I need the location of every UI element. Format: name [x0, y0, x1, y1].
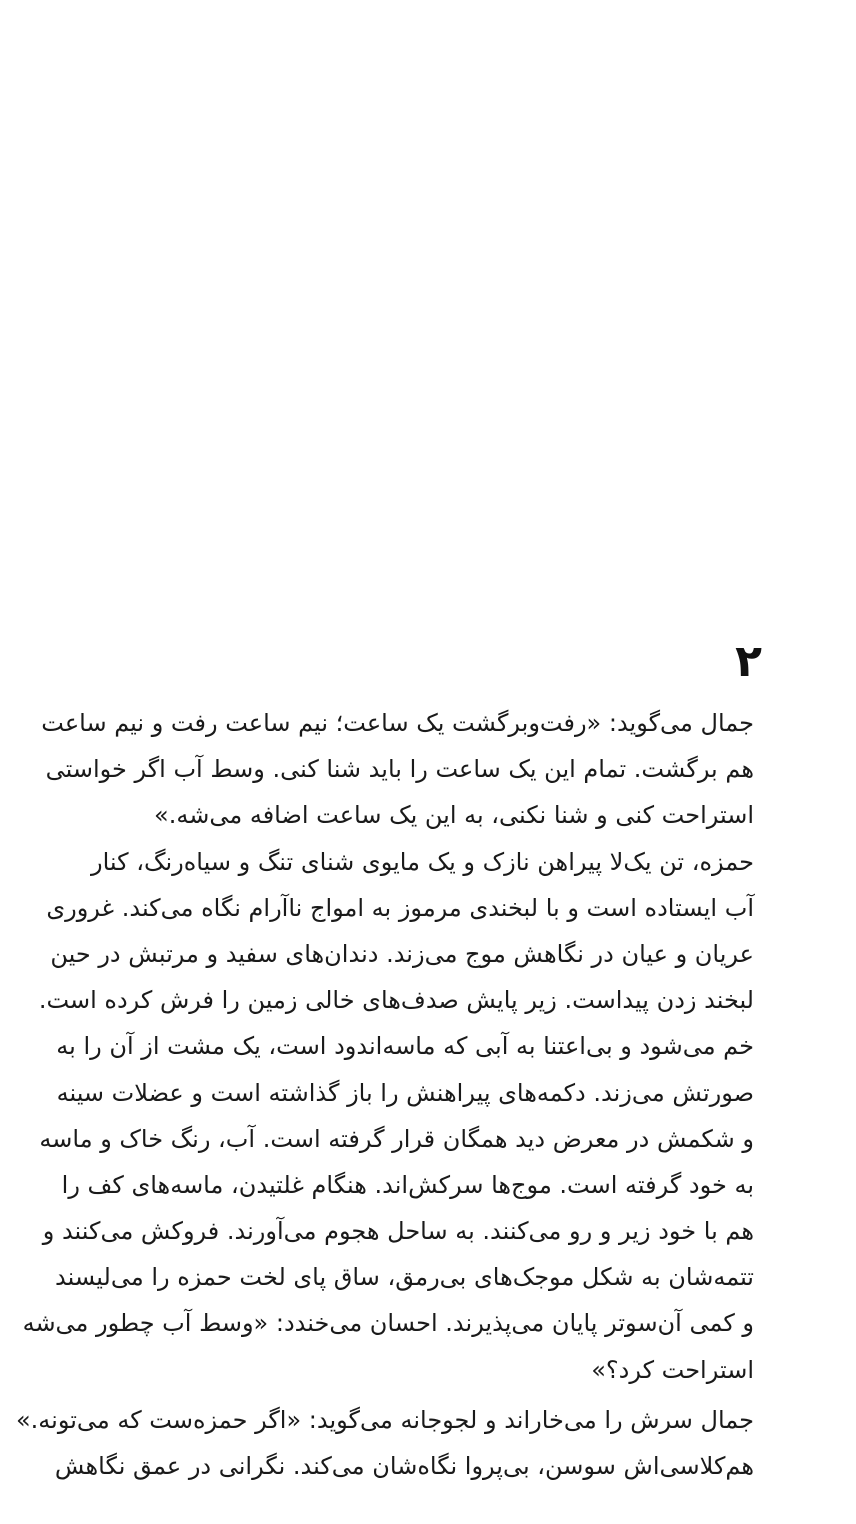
- text-line: جمال می‌گوید: «رفت‌وبرگشت یک ساعت؛ نیم ساعت رفت و نیم ساعت: [41, 709, 754, 737]
- text-line: خم می‌شود و بی‌اعتنا به آبی که ماسه‌اندود است، یک مشت از آن را به: [56, 1032, 754, 1061]
- text-line: هم‌کلاسی‌اش سوسن، بی‌پروا نگاه‌شان می‌کند. نگرانی در عمق نگاهش: [54, 1452, 754, 1480]
- text-line: هم با خود زیر و رو می‌کنند. به ساحل هجوم می‌آورند. فروکش می‌کنند و: [42, 1217, 754, 1246]
- text-line: تتمه‌شان به شکل موجک‌های بی‌رمق، ساق پای لخت حمزه را می‌لیسند: [55, 1263, 754, 1292]
- text-line: حمزه، تن یک‌لا پیراهن نازک و یک مایوی شنای تنگ و سیاه‌رنگ، کنار: [91, 847, 754, 876]
- text-line: استراحت کنی و شنا نکنی، به این یک ساعت اضافه می‌شه.»: [154, 801, 754, 830]
- text-line: عریان و عیان در نگاهش موج می‌زند. دندان‌های سفید و مرتبش در حین: [50, 939, 754, 968]
- text-line: هم برگشت. تمام این یک ساعت را باید شنا کنی. وسط آب اگر خواستی: [45, 755, 754, 784]
- text-line: استراحت کرد؟»: [591, 1355, 754, 1384]
- body-text: [15, 700, 754, 1489]
- text-line: و شکمش در معرض دید همگان قرار گرفته است. آب، رنگ خاک و ماسه: [39, 1124, 754, 1153]
- chapter-number: ۲: [735, 636, 762, 687]
- text-line: صورتش می‌زند. دکمه‌های پیراهنش را باز گذاشته است و عضلات سینه: [56, 1078, 754, 1107]
- text-line: لبخند زدن پیداست. زیر پایش صدف‌های خالی زمین را فرش کرده است.: [38, 986, 754, 1015]
- text-line: آب ایستاده است و با لبخندی مرموز به امواج ناآرام نگاه می‌کند. غروری: [46, 893, 754, 922]
- text-line: جمال سرش را می‌خاراند و لجوجانه می‌گوید: «اگر حمزه‌ست که می‌تونه.»: [15, 1405, 754, 1434]
- text-line: به خود گرفته است. موج‌ها سرکش‌اند. هنگام غلتیدن، ماسه‌های کف را: [61, 1170, 754, 1199]
- text-line: و کمی آن‌سوتر پایان می‌پذیرند. احسان می‌خندد: «وسط آب چطور می‌شه: [22, 1309, 754, 1338]
